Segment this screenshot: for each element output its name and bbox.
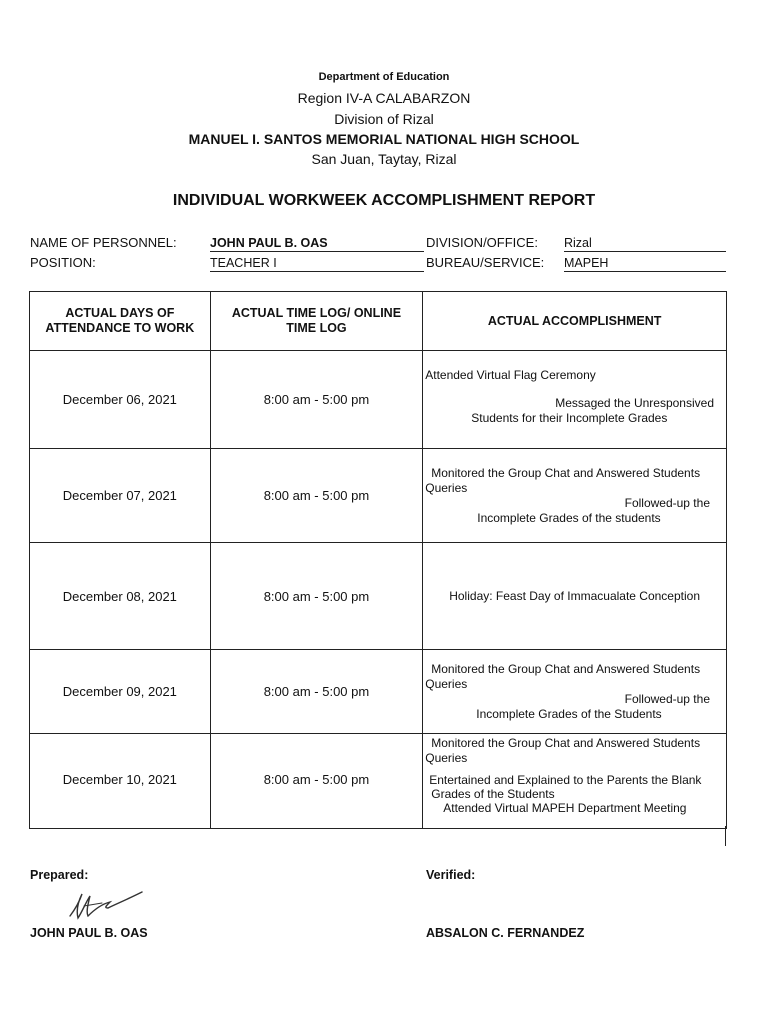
row-date: December 10, 2021 bbox=[30, 734, 211, 829]
row-time: 8:00 am - 5:00 pm bbox=[210, 734, 423, 829]
region-name: Region IV-A CALABARZON bbox=[297, 90, 471, 106]
row-accomplishment: Monitored the Group Chat and Answered Students Queries Entertained and Explained to the Parents the Blank Grades of the Students Attended Virtual MAPEH Department Meeting bbox=[423, 734, 727, 829]
bureau-service-label: BUREAU/SERVICE: bbox=[426, 255, 545, 270]
row-date: December 07, 2021 bbox=[30, 449, 211, 543]
row-date: December 08, 2021 bbox=[30, 543, 211, 650]
table-row bbox=[30, 351, 727, 449]
division-office-label: DIVISION/OFFICE: bbox=[426, 235, 538, 250]
header-accomplishment: ACTUAL ACCOMPLISHMENT bbox=[423, 292, 727, 351]
row-accomplishment: Attended Virtual Flag Ceremony Messaged the Unresponsived Students for their Incomplete Grades bbox=[423, 351, 727, 449]
row-accomplishment: Holiday: Feast Day of Immacualate Conception bbox=[423, 543, 727, 650]
row-time: 8:00 am - 5:00 pm bbox=[210, 543, 423, 650]
table-row bbox=[30, 543, 727, 650]
verified-name: ABSALON C. FERNANDEZ bbox=[426, 926, 585, 940]
row-time: 8:00 am - 5:00 pm bbox=[210, 650, 423, 734]
verified-label: Verified: bbox=[426, 868, 476, 882]
table-row bbox=[30, 734, 727, 829]
table-row bbox=[30, 449, 727, 543]
school-name: MANUEL I. SANTOS MEMORIAL NATIONAL HIGH SCHOOL bbox=[188, 131, 580, 147]
name-label: NAME OF PERSONNEL: bbox=[30, 235, 177, 250]
prepared-name: JOHN PAUL B. OAS bbox=[30, 926, 148, 940]
table-header-row bbox=[30, 292, 727, 351]
row-date: December 09, 2021 bbox=[30, 650, 211, 734]
name-value: JOHN PAUL B. OAS bbox=[210, 235, 424, 252]
row-time: 8:00 am - 5:00 pm bbox=[210, 351, 423, 449]
department-name: Department of Education bbox=[318, 71, 450, 83]
report-title: INDIVIDUAL WORKWEEK ACCOMPLISHMENT REPORT bbox=[172, 192, 596, 209]
row-accomplishment: Monitored the Group Chat and Answered Students Queries Followed-up the Incomplete Grades of the Students bbox=[423, 650, 727, 734]
school-address: San Juan, Taytay, Rizal bbox=[311, 151, 457, 167]
table-row bbox=[30, 650, 727, 734]
position-value: TEACHER I bbox=[210, 255, 424, 272]
row-accomplishment: Monitored the Group Chat and Answered Students Queries Followed-up the Incomplete Grades of the students bbox=[423, 449, 727, 543]
row-time: 8:00 am - 5:00 pm bbox=[210, 449, 423, 543]
prepared-label: Prepared: bbox=[30, 868, 89, 882]
row-date: December 06, 2021 bbox=[30, 351, 211, 449]
position-label: POSITION: bbox=[30, 255, 96, 270]
division-name: Division of Rizal bbox=[334, 111, 434, 127]
division-office-value: Rizal bbox=[564, 235, 726, 252]
signature-image bbox=[66, 888, 146, 924]
accomplishment-table bbox=[29, 291, 727, 829]
bureau-service-value: MAPEH bbox=[564, 255, 726, 272]
header-time-log: ACTUAL TIME LOG/ ONLINE TIME LOG bbox=[210, 292, 423, 351]
header-days: ACTUAL DAYS OF ATTENDANCE TO WORK bbox=[30, 292, 211, 351]
table-border-tick bbox=[725, 826, 726, 846]
